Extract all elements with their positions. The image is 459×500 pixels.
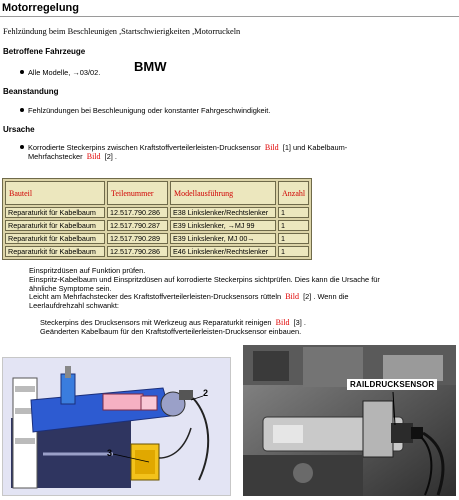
sensor-callout-label: RAILDRUCKSENSOR bbox=[347, 379, 437, 390]
table-header-row bbox=[5, 181, 309, 205]
cause-heading: Ursache bbox=[3, 125, 35, 134]
image-link-3[interactable]: Bild bbox=[285, 292, 299, 301]
image-link-1[interactable]: Bild bbox=[264, 143, 279, 152]
table-row: Reparaturkit für Kabelbaum 12.517.790.287 E39 Linkslenker, →MJ 99 1 bbox=[5, 220, 309, 231]
engine-photo bbox=[243, 345, 456, 496]
cause-item: Korrodierte Steckerpins zwischen Kraftstoffverteilerleisten-Drucksensor Bild [1] und Kabelbaum- bbox=[20, 143, 440, 153]
step-3: Leicht am Mehrfachstecker des Kraftstoffverteilerleisten-Drucksensors rütteln Bild [2] . Wenn die bbox=[29, 292, 349, 301]
vehicles-item: Alle Modelle, →03/02. bbox=[20, 68, 100, 78]
brand-label: BMW bbox=[134, 59, 167, 74]
table-row: Reparaturkit für Kabelbaum 12.517.790.286 E46 Linkslenker/Rechtslenker 1 bbox=[5, 246, 309, 257]
engine-connector-diagram bbox=[3, 358, 231, 496]
step-2-cont: ähnliche Symptome sein. bbox=[29, 284, 112, 293]
col-bauteil: Bauteil bbox=[5, 181, 105, 205]
vehicles-heading: Betroffene Fahrzeuge bbox=[3, 47, 86, 56]
step-5: Geänderten Kabelbaum für den Kraftstoffverteilerleisten-Drucksensor einbauen. bbox=[40, 327, 302, 336]
rail-pressure-sensor-photo bbox=[243, 345, 456, 496]
step-4: Steckerpins des Drucksensors mit Werkzeug aus Reparaturkit reinigen Bild [3] . bbox=[40, 318, 306, 327]
title-divider bbox=[0, 16, 459, 17]
callout-label-2: 2 bbox=[203, 388, 209, 398]
page-title: Motorregelung bbox=[2, 2, 79, 14]
callout-label-3: 3 bbox=[107, 448, 113, 458]
wiring-diagram-figure bbox=[2, 357, 231, 496]
col-teilenummer: Teilenummer bbox=[107, 181, 168, 205]
symptoms-line: Fehlzündung beim Beschleunigen ,Startschwierigkeiten ,Motorruckeln bbox=[3, 27, 241, 36]
bullet-icon bbox=[20, 70, 24, 74]
bullet-icon bbox=[20, 108, 24, 112]
bullet-icon bbox=[20, 145, 24, 149]
cause-item-cont: Mehrfachstecker Bild [2] . bbox=[28, 152, 117, 161]
step-3-cont: Leerlaufdrehzahl schwankt: bbox=[29, 301, 119, 310]
image-link-4[interactable]: Bild bbox=[275, 318, 290, 327]
table-row: Reparaturkit für Kabelbaum 12.517.790.289 E39 Linkslenker, MJ 00→ 1 bbox=[5, 233, 309, 244]
image-link-2[interactable]: Bild bbox=[86, 152, 101, 161]
table-row: Reparaturkit für Kabelbaum 12.517.790.286 E38 Linkslenker/Rechtslenker 1 bbox=[5, 207, 309, 218]
col-anzahl: Anzahl bbox=[278, 181, 309, 205]
step-1: Einspritzdüsen auf Funktion prüfen. bbox=[29, 266, 146, 275]
complaint-heading: Beanstandung bbox=[3, 87, 59, 96]
complaint-item: Fehlzündungen bei Beschleunigung oder konstanter Fahrgeschwindigkeit. bbox=[20, 106, 270, 116]
col-modell: Modellausführung bbox=[170, 181, 276, 205]
step-2: Einspritz-Kabelbaum und Einspritzdüsen auf korrodierte Steckerpins sichtprüfen. Dies kann die Ursache für bbox=[29, 275, 380, 284]
parts-table bbox=[2, 178, 312, 260]
